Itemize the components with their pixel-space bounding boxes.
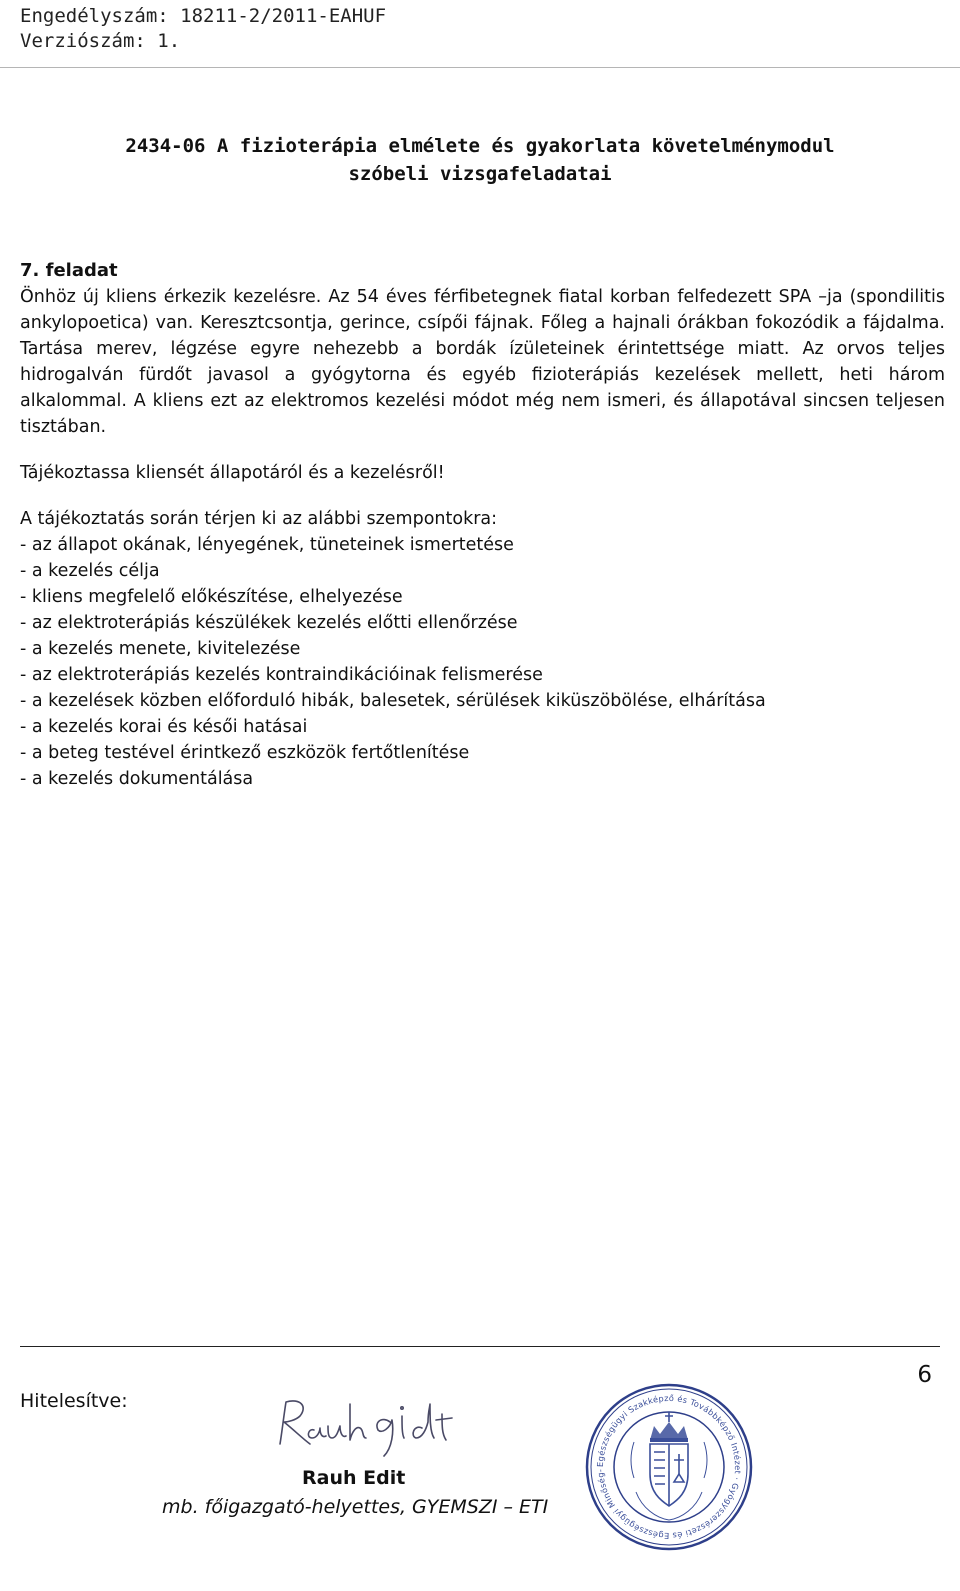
version-number: Verziószám: 1. [20,30,181,52]
list-item: - a beteg testével érintkező eszközök fertőtlenítése [20,743,470,763]
list-item: - a kezelés menete, kivitelezése [20,639,301,659]
list-item: - a kezelések közben előforduló hibák, balesetek, sérülések kiküszöbölése, elhárítása [20,691,766,711]
aspects-list [20,532,945,792]
license-number: Engedélyszám: 18211-2/2011-EAHUF [20,5,387,27]
seal-text: Egészségügyi Szakképző és Továbbképző Intézet · Gyógyszerészeti és Egészségügyi Minőség- [594,1392,744,1542]
header-divider [0,67,960,68]
signer-title: mb. főigazgató-helyettes, GYEMSZI – ETI [162,1496,549,1518]
aspects-intro: A tájékoztatás során térjen ki az alábbi szempontokra: [20,509,498,529]
task-content [20,258,945,792]
module-title [20,132,940,188]
seal-icon [584,1382,754,1552]
signature-icon [270,1392,470,1462]
list-item: - az elektroterápiás kezelés kontraindikációinak felismerése [20,665,543,685]
signer-name: Rauh Edit [302,1467,406,1489]
task-title: 7. feladat [20,260,118,281]
certified-label: Hitelesítve: [20,1390,128,1412]
page-header [20,4,386,54]
list-item: - a kezelés korai és késői hatásai [20,717,308,737]
module-title-line-2: szóbeli vizsgafeladatai [348,163,612,185]
list-item: - az elektroterápiás készülékek kezelés előtti ellenőrzése [20,613,518,633]
footer-divider [20,1346,940,1347]
task-description: Önhöz új kliens érkezik kezelésre. Az 54 éves férfibetegnek fiatal korban felfedezett SPA –ja (spondilitis ankylopoetica) van. Keresztcsontja, gerince, csípői fájnak. Főleg a hajnali órákban fokozódik a fájdalma. Tartása merev, légzése egyre nehezebb a bordák ízületeinek érintettsége miatt. Az orvos teljes hidrogalván fürdőt javasol a gyógytorna és egyéb fizioterápiás kezelések mellett, heti három alkalommal. A kliens ezt az elektromos kezelési módot még nem ismeri, és állapotával sincsen teljesen tisztában. [20,287,945,437]
module-title-line-1: 2434-06 A fizioterápia elmélete és gyakorlata követelménymodul [125,135,835,157]
list-item: - a kezelés célja [20,561,160,581]
task-instruction: Tájékoztassa kliensét állapotáról és a kezelésről! [20,463,445,483]
handwritten-signature [270,1392,470,1466]
list-item: - a kezelés dokumentálása [20,769,254,789]
page-number: 6 [917,1362,932,1388]
list-item: - kliens megfelelő előkészítése, elhelyezése [20,587,403,607]
svg-text:Egészségügyi Szakképző és Tová [584,1382,743,1541]
official-seal [584,1382,754,1556]
list-item: - az állapot okának, lényegének, tüneteinek ismertetése [20,535,514,555]
